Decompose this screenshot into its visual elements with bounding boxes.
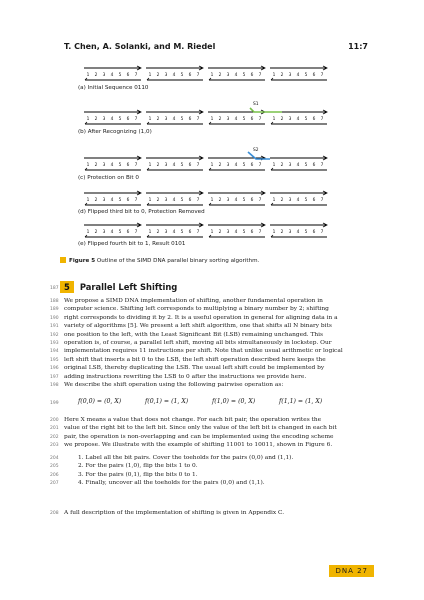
domain-label: 5: [242, 163, 246, 168]
domain-label: 2: [94, 73, 98, 78]
domain-label: 3: [164, 73, 168, 78]
domain-label: 3: [226, 230, 230, 235]
section-number: 5: [60, 281, 74, 293]
list-item: 3. For the pairs (0,1), flip the bits 0 to 1.: [78, 471, 198, 478]
text-line: pair, the operation is non-overlapping and can be implemented using the encoding scheme: [64, 433, 334, 440]
domain-label: 1: [148, 73, 152, 78]
equation: f(0,0) = (0, X): [78, 398, 122, 405]
line-number: 191: [50, 324, 59, 330]
domain-label: 1: [86, 117, 90, 122]
domain-label: 6: [126, 73, 130, 78]
domain-label: 5: [118, 198, 122, 203]
section-heading: [60, 281, 177, 293]
domain-label: 3: [164, 163, 168, 168]
domain-label: 1: [86, 73, 90, 78]
domain-label: 4: [296, 230, 300, 235]
domain-label: 1: [272, 198, 276, 203]
domain-label: 2: [218, 163, 222, 168]
domain-label: 1: [148, 230, 152, 235]
domain-label: 5: [180, 198, 184, 203]
list-item: 4. Finally, uncover all the toeholds for the pairs (0,0) and (1,1).: [78, 480, 265, 487]
line-number: 195: [50, 357, 59, 363]
text-line: We propose a SIMD DNA implementation of shifting, another fundamental operation in: [64, 298, 323, 304]
domain-label: 6: [126, 230, 130, 235]
domain-label: 6: [312, 230, 316, 235]
line-number: 208: [50, 511, 59, 516]
domain-label: 3: [226, 198, 230, 203]
domain-label: 3: [226, 163, 230, 168]
domain-label: 2: [156, 117, 160, 122]
caption-marker: [60, 257, 66, 263]
domain-label: 6: [126, 163, 130, 168]
domain-label: 6: [312, 117, 316, 122]
text-line: implementation requires 11 instructions per shift. Note that unlike usual arithmetic or logical: [64, 348, 343, 355]
domain-label: 2: [156, 163, 160, 168]
domain-label: 5: [304, 198, 308, 203]
domain-label: 6: [312, 73, 316, 78]
text-line: computer science. Shifting left corresponds to multiplying a binary number by 2; shifting: [64, 306, 329, 313]
domain-label: 5: [118, 163, 122, 168]
domain-label: 3: [288, 198, 292, 203]
domain-label: 1: [148, 117, 152, 122]
domain-label: 4: [110, 117, 114, 122]
domain-label: 1: [148, 198, 152, 203]
text-line: one position to the left, with the Least Significant Bit (LSB) remaining unchanged. This: [64, 331, 324, 338]
equation: f(1,0) = (0, X): [212, 398, 256, 405]
domain-label: 5: [118, 230, 122, 235]
closing-sentence: A full description of the implementation of shifting is given in Appendix C.: [64, 510, 285, 516]
domain-label: 4: [296, 117, 300, 122]
domain-label: 4: [110, 163, 114, 168]
domain-label: 3: [164, 198, 168, 203]
domain-label: 7: [258, 117, 262, 122]
line-number: 201: [50, 426, 59, 432]
line-number: 194: [50, 349, 59, 355]
domain-label: 4: [296, 163, 300, 168]
domain-label: 4: [234, 117, 238, 122]
domain-label: 2: [94, 163, 98, 168]
domain-label: 3: [102, 198, 106, 203]
line-number: 198: [50, 383, 59, 388]
domain-label: 4: [234, 73, 238, 78]
domain-label: 7: [258, 230, 262, 235]
domain-label: 4: [110, 230, 114, 235]
line-number: 192: [50, 332, 59, 338]
domain-label: 1: [272, 230, 276, 235]
domain-label: 3: [288, 73, 292, 78]
domain-label: 4: [172, 163, 176, 168]
domain-label: 4: [172, 73, 176, 78]
panel-caption-b: (b) After Recognizing (1,0): [78, 129, 152, 135]
text-line: left shift that inserts a bit 0 to the LSB, the left shift operation described here keeps the: [64, 356, 326, 363]
domain-label: 7: [134, 198, 138, 203]
domain-label: 1: [210, 73, 214, 78]
line-number: 193: [50, 341, 59, 346]
domain-label: 3: [102, 117, 106, 122]
domain-label: 3: [102, 73, 106, 78]
domain-label: 1: [210, 230, 214, 235]
domain-label: 2: [218, 73, 222, 78]
text-line: value of the right bit to the left bit. Since only the value of the left bit is changed in each bit: [64, 425, 337, 432]
domain-label: 5: [242, 230, 246, 235]
text-line: right corresponds to dividing it by 2. It is a useful operation in general for aligning data in a: [64, 314, 338, 321]
signal-strand: [250, 108, 282, 112]
signal-label: S2: [253, 148, 259, 153]
domain-label: 5: [118, 73, 122, 78]
domain-label: 1: [272, 117, 276, 122]
domain-label: 3: [102, 163, 106, 168]
domain-label: 1: [210, 163, 214, 168]
domain-label: 7: [134, 73, 138, 78]
domain-label: 5: [118, 117, 122, 122]
domain-label: 7: [196, 198, 200, 203]
text-line: variety of algorithms [5]. We present a left shift algorithm, one that shifts all N binary bits: [64, 323, 332, 330]
panel-caption-d: (d) Flipped third bit to 0, Protection Removed: [78, 209, 205, 215]
domain-label: 1: [86, 198, 90, 203]
domain-label: 6: [250, 198, 254, 203]
figure-label: Figure 5: [69, 258, 96, 264]
domain-label: 2: [280, 117, 284, 122]
line-number: 199: [50, 401, 59, 406]
domain-label: 6: [250, 230, 254, 235]
domain-label: 6: [250, 117, 254, 122]
domain-label: 7: [258, 163, 262, 168]
domain-label: 4: [234, 163, 238, 168]
line-number: 196: [50, 366, 59, 372]
domain-label: 3: [164, 117, 168, 122]
section-title: Parallel Left Shifting: [79, 282, 178, 292]
domain-label: 7: [320, 198, 324, 203]
domain-label: 1: [272, 73, 276, 78]
domain-label: 7: [134, 230, 138, 235]
line-number: 197: [50, 374, 59, 380]
domain-label: 4: [296, 198, 300, 203]
panel-caption-c: (c) Protection on Bit 0: [78, 175, 139, 181]
domain-label: 7: [134, 117, 138, 122]
equation: f(0,1) = (1, X): [145, 398, 189, 405]
domain-label: 3: [288, 230, 292, 235]
line-number: 188: [50, 299, 59, 304]
domain-label: 2: [94, 230, 98, 235]
domain-label: 2: [94, 117, 98, 122]
domain-label: 6: [188, 230, 192, 235]
list-item: 2. For the pairs (1,0), flip the bits 1 to 0.: [78, 463, 198, 470]
domain-label: 2: [218, 230, 222, 235]
domain-label: 4: [172, 230, 176, 235]
domain-label: 2: [280, 230, 284, 235]
domain-label: 7: [196, 230, 200, 235]
domain-label: 5: [304, 230, 308, 235]
domain-label: 6: [188, 73, 192, 78]
domain-label: 6: [126, 198, 130, 203]
domain-label: 6: [312, 163, 316, 168]
running-header-authors: T. Chen, A. Solanki, and M. Riedel: [64, 42, 216, 51]
text-line: Here X means a value that does not change. For each bit pair, the operation writes the: [64, 417, 322, 423]
domain-label: 5: [180, 163, 184, 168]
domain-label: 6: [250, 73, 254, 78]
domain-label: 5: [180, 117, 184, 122]
domain-label: 2: [280, 73, 284, 78]
list-item: 1. Label all the bit pairs. Cover the toeholds for the pairs (0,0) and (1,1).: [78, 455, 294, 461]
domain-label: 2: [280, 163, 284, 168]
line-number: 200: [50, 418, 59, 423]
domain-label: 4: [110, 73, 114, 78]
domain-label: 7: [320, 230, 324, 235]
domain-label: 5: [242, 198, 246, 203]
domain-label: 2: [156, 73, 160, 78]
domain-label: 1: [86, 163, 90, 168]
domain-label: 6: [126, 117, 130, 122]
domain-label: 7: [320, 117, 324, 122]
domain-label: 2: [280, 198, 284, 203]
domain-label: 4: [296, 73, 300, 78]
domain-label: 3: [164, 230, 168, 235]
domain-label: 5: [304, 163, 308, 168]
panel-caption-a: (a) Initial Sequence 0110: [78, 85, 149, 91]
footer-venue: DNA 27: [329, 565, 374, 577]
domain-label: 5: [180, 230, 184, 235]
domain-label: 3: [226, 73, 230, 78]
domain-label: 7: [196, 117, 200, 122]
text-line: original LSB, thereby duplicating the LSB. The usual left shift could be implemented by: [64, 365, 325, 372]
domain-label: 7: [258, 198, 262, 203]
domain-label: 5: [180, 73, 184, 78]
domain-label: 6: [188, 163, 192, 168]
running-header-page: 11:7: [348, 42, 368, 51]
domain-label: 3: [288, 163, 292, 168]
domain-label: 2: [156, 198, 160, 203]
domain-label: 4: [172, 117, 176, 122]
figure-caption-text: Outline of the SIMD DNA parallel binary sorting algorithm.: [96, 258, 260, 264]
domain-label: 6: [188, 198, 192, 203]
domain-label: 5: [242, 73, 246, 78]
domain-label: 4: [234, 198, 238, 203]
domain-label: 6: [312, 198, 316, 203]
text-line: We describe the shift operation using the following pairwise operation as:: [64, 382, 284, 388]
text-line: adding instructions rewriting the LSB to 0 after the instructions we provide here.: [64, 373, 307, 380]
domain-label: 7: [320, 73, 324, 78]
domain-label: 4: [234, 230, 238, 235]
domain-label: 2: [218, 117, 222, 122]
domain-label: 3: [102, 230, 106, 235]
domain-label: 4: [110, 198, 114, 203]
line-number: 204: [50, 456, 59, 461]
text-line: we propose. We illustrate with the example of shifting 11001 to 10011, shown in Figure 6.: [64, 442, 333, 449]
line-number: 203: [50, 443, 59, 449]
domain-label: 2: [94, 198, 98, 203]
domain-label: 1: [86, 230, 90, 235]
domain-label: 7: [320, 163, 324, 168]
signal-label: S1: [253, 102, 259, 107]
equation: f(1,1) = (1, X): [279, 398, 323, 405]
domain-label: 5: [304, 117, 308, 122]
line-number: 202: [50, 434, 59, 440]
domain-label: 1: [210, 198, 214, 203]
line-number: 187: [50, 286, 59, 291]
domain-label: 1: [210, 117, 214, 122]
text-line: operation is, of course, a parallel left shift, moving all bits simultaneously in lockstep. Our: [64, 340, 332, 346]
domain-label: 6: [250, 163, 254, 168]
domain-label: 2: [156, 230, 160, 235]
line-number: 205: [50, 464, 59, 470]
domain-label: 5: [304, 73, 308, 78]
panel-caption-e: (e) Flipped fourth bit to 1, Result 0101: [78, 241, 186, 247]
domain-label: 5: [242, 117, 246, 122]
domain-label: 4: [172, 198, 176, 203]
domain-label: 7: [196, 163, 200, 168]
domain-label: 2: [218, 198, 222, 203]
line-number: 206: [50, 472, 59, 478]
domain-label: 7: [196, 73, 200, 78]
domain-label: 1: [272, 163, 276, 168]
domain-label: 1: [148, 163, 152, 168]
domain-label: 6: [188, 117, 192, 122]
domain-label: 7: [134, 163, 138, 168]
line-number: 190: [50, 315, 59, 321]
domain-label: 7: [258, 73, 262, 78]
domain-label: 3: [226, 117, 230, 122]
figure-caption: [60, 257, 259, 264]
line-number: 189: [50, 307, 59, 313]
line-number: 207: [50, 481, 59, 487]
domain-label: 3: [288, 117, 292, 122]
